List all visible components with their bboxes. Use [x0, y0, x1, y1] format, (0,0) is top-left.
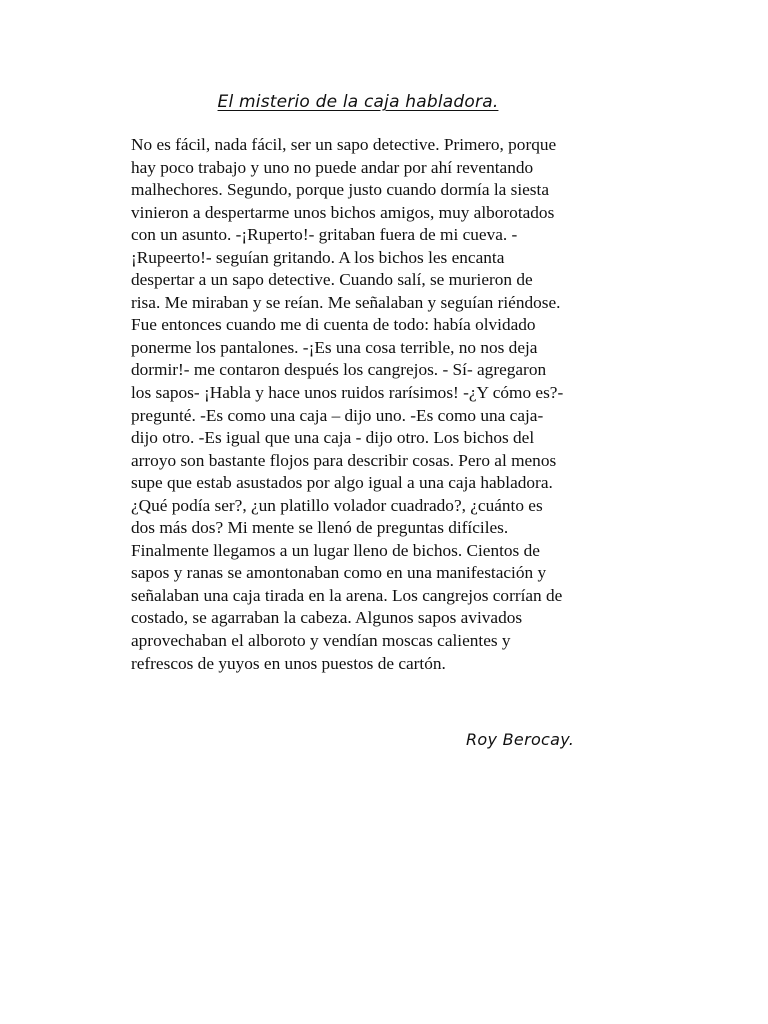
story-body — [131, 134, 591, 675]
story-line: señalaban una caja tirada en la arena. Los cangrejos corrían de — [131, 585, 563, 605]
story-line: vinieron a despertarme unos bichos amigos, muy alborotados — [131, 202, 555, 222]
story-line: No es fácil, nada fácil, ser un sapo detective. Primero, porque — [131, 135, 557, 154]
story-line: ponerme los pantalones. -¡Es una cosa terrible, no nos deja — [131, 337, 538, 357]
story-line: hay poco trabajo y uno no puede andar por ahí reventando — [131, 157, 534, 177]
story-line: arroyo son bastante flojos para describir cosas. Pero al menos — [131, 450, 557, 470]
story-line: refrescos de yuyos en unos puestos de cartón. — [131, 653, 446, 673]
story-line: aprovechaban el alboroto y vendían moscas calientes y — [131, 631, 511, 651]
author-signature: Roy Berocay. — [466, 730, 575, 749]
story-line: ¡Rupeerto!- seguían gritando. A los bichos les encanta — [131, 247, 505, 267]
story-line: Finalmente llegamos a un lugar lleno de bichos. Cientos de — [131, 540, 540, 560]
story-line: supe que estab asustados por algo igual a una caja habladora. — [131, 473, 553, 493]
story-line: ¿Qué podía ser?, ¿un platillo volador cuadrado?, ¿cuánto es — [131, 495, 543, 515]
story-line: risa. Me miraban y se reían. Me señalaban y seguían riéndose. — [131, 292, 561, 312]
story-line: despertar a un sapo detective. Cuando salí, se murieron de — [131, 270, 533, 290]
story-line: dos más dos? Mi mente se llenó de preguntas difíciles. — [131, 518, 509, 538]
story-line: dormir!- me contaron después los cangrejos. - Sí- agregaron — [131, 360, 547, 380]
story-line: dijo otro. -Es igual que una caja - dijo otro. Los bichos del — [131, 428, 535, 448]
story-line: sapos y ranas se amontonaban como en una manifestación y — [131, 563, 547, 583]
story-line: malhechores. Segundo, porque justo cuando dormía la siesta — [131, 180, 550, 200]
story-line: los sapos- ¡Habla y hace unos ruidos rarísimos! -¿Y cómo es?- — [131, 383, 564, 403]
story-line: con un asunto. -¡Ruperto!- gritaban fuera de mi cueva. - — [131, 225, 518, 245]
document-title: El misterio de la caja habladora. — [217, 92, 499, 112]
story-line: costado, se agarraban la cabeza. Algunos sapos avivados — [131, 608, 523, 628]
story-line: pregunté. -Es como una caja – dijo uno. -Es como una caja- — [131, 405, 544, 425]
story-line: Fue entonces cuando me di cuenta de todo: había olvidado — [131, 315, 536, 335]
